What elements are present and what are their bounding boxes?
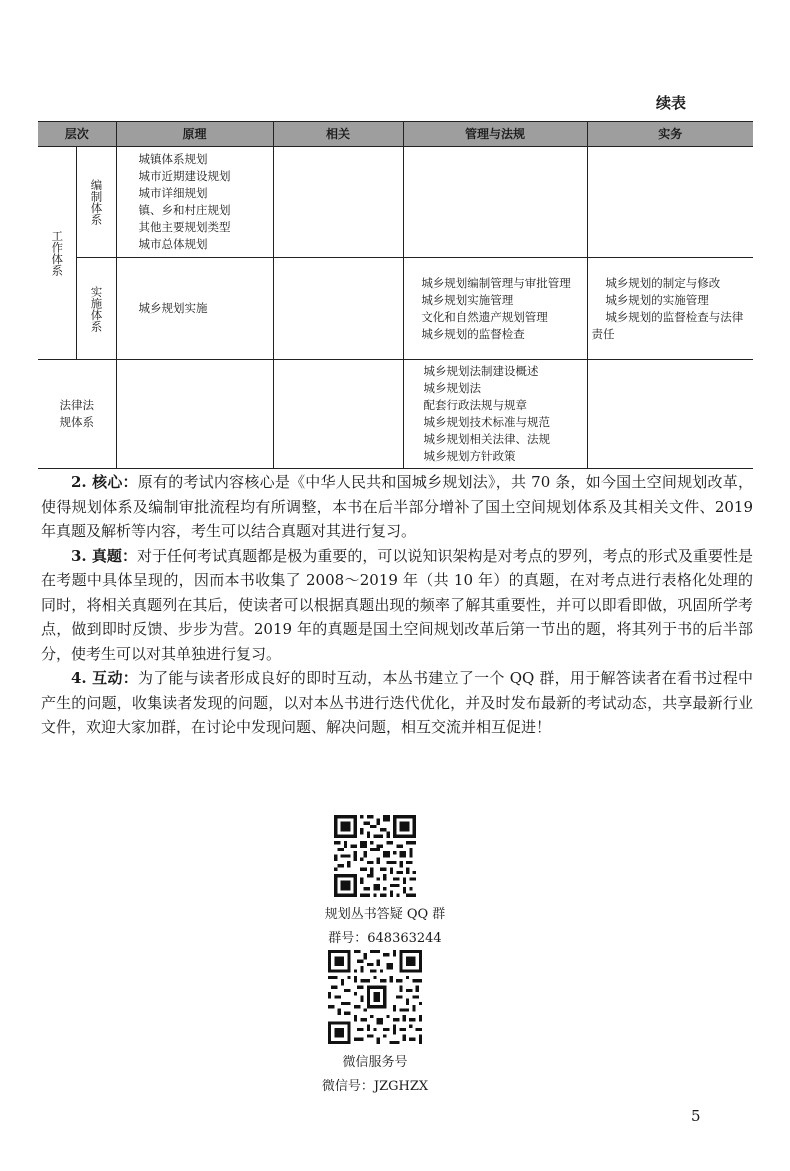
law-related-cell [273, 360, 403, 469]
paragraph-body: 对于任何考试真题都是极为重要的，可以说知识架构是对考点的罗列，考点的形式及重要性是在考题中具体呈现的，因而本书收集了 2008～2019 年（共 10 年）的真题，在对考点进行表格化处理的同时，将相关真题列在其后，使读者可以根据真题出现的频率了解其重要性，并可以即看即做，巩固所学考点，做到即时反馈、步步为营。2019 年的真题是国土空间规划改革后第一节出的题，将其列于书的后半部分，使考生可以对其单独进行复习。 [41, 546, 753, 663]
implement-related-cell [273, 258, 403, 360]
sub-compile-system [76, 147, 116, 258]
header-level: 层次 [38, 122, 116, 147]
knowledge-table [38, 121, 753, 469]
compile-principle-cell [116, 147, 273, 258]
list-item: 城乡规划的监督检查 [421, 326, 525, 341]
qq-group-title: 规划丛书答疑 QQ 群 [324, 907, 446, 922]
continued-label: 续表 [656, 94, 687, 112]
law-practice-cell [587, 360, 753, 469]
paragraph-head: 3. 真题： [71, 546, 137, 565]
list-item: 城乡规划相关法律、法规 [423, 432, 551, 446]
list-item: 城乡规划技术标准与规范 [423, 415, 551, 429]
list-item: 城乡规划的实施管理 [605, 292, 709, 307]
list-item: 城市总体规划 [138, 237, 208, 251]
qq-group-qr-code [334, 815, 416, 897]
list-item: 城乡规划的制定与修改 [605, 275, 721, 290]
group-work-label: 工作体系 [50, 230, 65, 276]
list-item: 镇、乡和村庄规划 [138, 203, 231, 217]
table-header-row [38, 122, 753, 147]
body-paragraphs [41, 470, 753, 740]
list-item: 城市近期建设规划 [138, 169, 231, 183]
list-item: 城乡规划方针政策 [423, 449, 516, 463]
sub-compile-label: 编制体系 [89, 179, 104, 225]
list-item: 城镇体系规划 [138, 152, 208, 166]
paragraph-interaction [41, 666, 753, 740]
list-item: 城乡规划法制建设概述 [423, 364, 539, 378]
list-item: 文化和自然遗产规划管理 [421, 309, 548, 324]
list-item: 城乡规划编制管理与审批管理 [421, 275, 571, 290]
sub-implement-label: 实施体系 [89, 285, 104, 332]
wechat-id: 微信号：JZGHZX [321, 1079, 429, 1094]
page-number: 5 [691, 1107, 701, 1125]
list-item: 其他主要规划类型 [138, 220, 231, 234]
law-management-cell [403, 360, 587, 469]
table-row [38, 360, 753, 469]
header-practice: 实务 [587, 122, 753, 147]
law-principle-cell [116, 360, 273, 469]
paragraph-exam [41, 544, 753, 667]
compile-practice-cell [587, 147, 753, 258]
paragraph-head: 2. 核心： [71, 473, 138, 491]
group-law-label: 法律法规体系 [59, 398, 94, 429]
implement-principle-cell: 城乡规划实施 [116, 258, 273, 360]
paragraph-body: 为了能与读者形成良好的即时互动，本丛书建立了一个 QQ 群，用于解答读者在看书过程中产生的问题，收集读者发现的问题，以对本丛书进行迭代优化，并及时发布最新的考试动态，共享最新行业文件，欢迎大家加群，在讨论中发现问题、解决问题，相互交流并相互促进！ [41, 669, 753, 736]
table-row [38, 258, 753, 360]
paragraph-body: 原有的考试内容核心是《中华人民共和国城乡规划法》，共 70 条，如今国土空间规划改革，使得规划体系及编制审批流程均有所调整，本书在后半部分增补了国土空间规划体系及其相关文件、2019 年真题及解析等内容，考生可以结合真题对其进行复习。 [41, 473, 753, 540]
group-law-system [38, 360, 116, 469]
list-item: 城乡规划的监督检查与法律责任 [591, 309, 744, 341]
compile-related-cell [273, 147, 403, 258]
header-related: 相关 [273, 122, 403, 147]
wechat-title: 微信服务号 [342, 1055, 408, 1070]
list-item: 配套行政法规与规章 [423, 398, 528, 412]
qq-group-number: 群号：648363244 [328, 931, 442, 946]
paragraph-head: 4. 互动： [71, 669, 138, 687]
list-item: 城市详细规划 [138, 186, 208, 200]
sub-implement-system [76, 258, 116, 360]
list-item: 城乡规划实施管理 [421, 292, 514, 307]
paragraph-core [41, 470, 753, 544]
implement-management-cell [403, 258, 587, 360]
compile-management-cell [403, 147, 587, 258]
header-principle: 原理 [116, 122, 273, 147]
header-management: 管理与法规 [403, 122, 587, 147]
table-row [38, 147, 753, 258]
group-work-system [38, 147, 76, 360]
wechat-qr-code [328, 950, 422, 1044]
implement-practice-cell [587, 258, 753, 360]
list-item: 城乡规划法 [423, 381, 482, 395]
